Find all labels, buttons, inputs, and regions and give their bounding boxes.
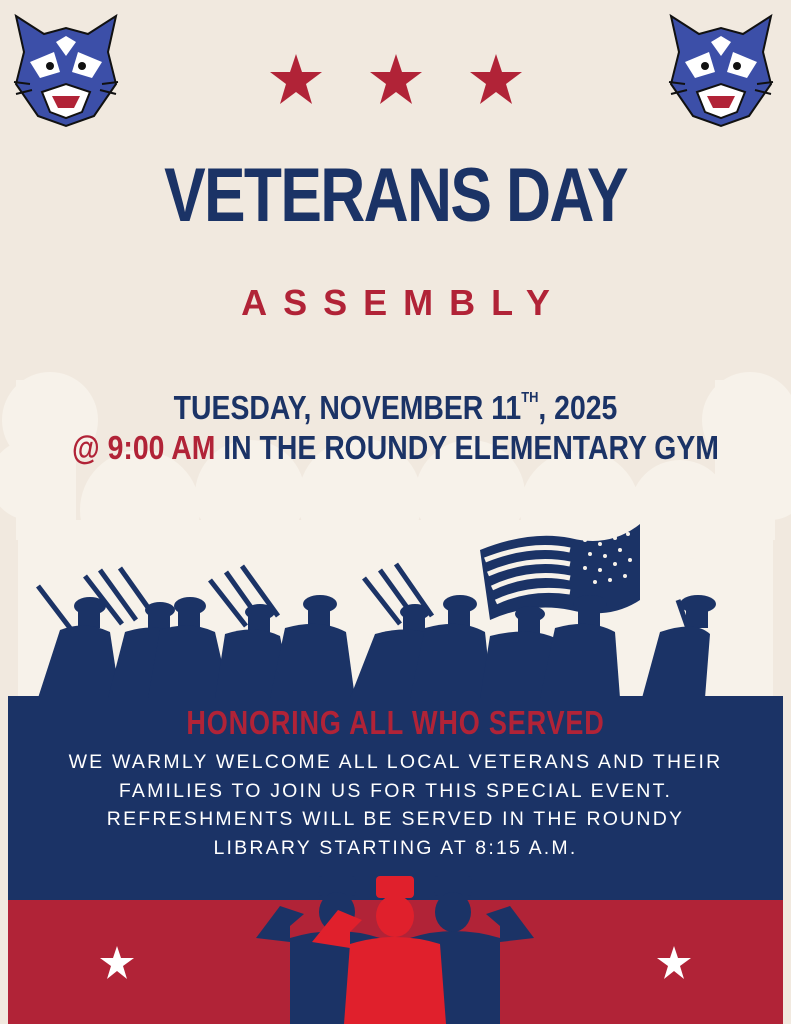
page-subtitle: ASSEMBLY	[241, 282, 566, 323]
welcome-message: WE WARMLY WELCOME ALL LOCAL VETERANS AND THEIR FAMILIES TO JOIN US FOR THIS SPECIAL EVENT. REFRESHMENTS WILL BE SERVED IN THE ROUNDY LIBRARY STARTING AT 8:15 A.M.	[68, 751, 723, 859]
red-star-icon	[270, 54, 322, 104]
event-location: IN THE ROUNDY ELEMENTARY GYM	[215, 429, 719, 466]
white-star-icon	[99, 945, 135, 981]
event-time-location	[55, 426, 735, 470]
white-star-icon	[656, 945, 692, 981]
red-star-icon	[470, 54, 522, 104]
event-date-suffix: TH	[521, 389, 539, 406]
event-date-text: TUESDAY, NOVEMBER 11	[173, 389, 522, 426]
wildcat-mascot-icon	[10, 12, 122, 128]
event-date-year: , 2025	[538, 389, 618, 426]
marching-soldiers-silhouette	[30, 520, 730, 700]
event-time: @ 9:00 AM	[72, 429, 216, 466]
american-flag-icon	[480, 524, 640, 620]
page-title: VETERANS DAY	[164, 153, 627, 238]
red-star-icon	[370, 54, 422, 104]
honoring-heading: HONORING ALL WHO SERVED	[186, 704, 605, 741]
red-stars-row	[268, 52, 526, 108]
saluting-soldiers-silhouette	[250, 872, 540, 1024]
wildcat-mascot-icon	[665, 12, 777, 128]
event-date	[55, 376, 735, 430]
